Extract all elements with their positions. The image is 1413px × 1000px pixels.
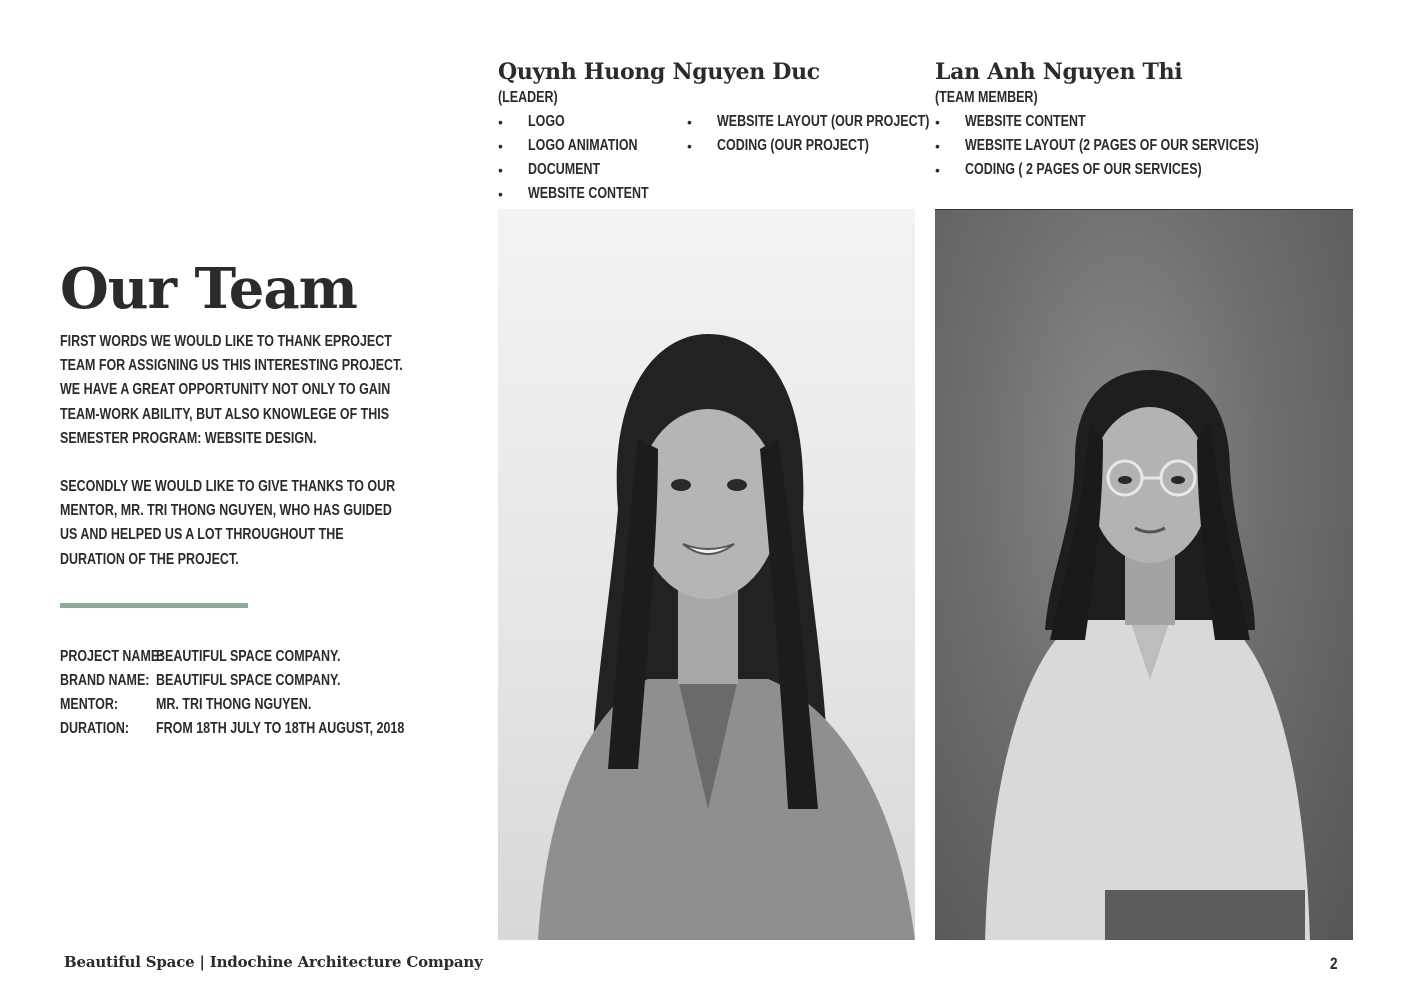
task-item — [935, 158, 1342, 182]
portrait-illustration — [935, 210, 1353, 940]
page-title: Our Team — [60, 256, 357, 322]
fact-label: BRAND NAME: — [60, 672, 150, 689]
fact-label: DURATION: — [60, 720, 130, 737]
task-item — [935, 134, 1342, 158]
accent-divider — [60, 603, 248, 608]
fact-value: BEAUTIFUL SPACE COMPANY. — [156, 672, 341, 689]
portrait-illustration — [498, 209, 915, 940]
bullet-icon: • — [687, 138, 692, 154]
task-item — [498, 110, 683, 134]
fact-value: BEAUTIFUL SPACE COMPANY. — [156, 648, 341, 665]
task-item — [935, 110, 1342, 134]
project-facts — [60, 645, 516, 741]
bullet-icon: • — [935, 138, 940, 154]
footer-brand: Beautiful Space | Indochine Architecture Company — [64, 953, 483, 971]
member-name: Quynh Huong Nguyen Duc — [498, 59, 820, 85]
member-1-portrait-photo — [498, 209, 915, 940]
bullet-icon: • — [498, 162, 503, 178]
task-label: WEBSITE CONTENT — [528, 185, 649, 202]
fact-label: PROJECT NAME: — [60, 648, 164, 665]
intro-paragraph-2: SECONDLY WE WOULD LIKE TO GIVE THANKS TO OUR MENTOR, MR. TRI THONG NGUYEN, WHO HAS GUIDED US AND HELPED US A LOT THROUGHOUT THE DURATION OF THE PROJECT. — [60, 478, 396, 568]
task-label: WEBSITE LAYOUT (OUR PROJECT) — [717, 113, 930, 130]
member-name: Lan Anh Nguyen Thi — [935, 59, 1183, 85]
task-label: WEBSITE LAYOUT (2 PAGES OF OUR SERVICES) — [965, 137, 1259, 154]
intro-paragraph-1: FIRST WORDS WE WOULD LIKE TO THANK EPROJECT TEAM FOR ASSIGNING US THIS INTERESTING PROJECT. WE HAVE A GREAT OPPORTUNITY NOT ONLY TO GAIN TEAM-WORK ABILITY, BUT ALSO KNOWLEGE OF THIS SEMESTER PROGRAM: WEBSITE DESIGN. — [60, 333, 403, 447]
fact-duration — [60, 717, 516, 741]
member-role: (LEADER) — [498, 89, 558, 106]
bullet-icon: • — [498, 114, 503, 130]
member-1-tasks-col1 — [498, 110, 683, 206]
member-card-leader — [498, 58, 820, 110]
bullet-icon: • — [687, 114, 692, 130]
fact-value: FROM 18TH JULY TO 18TH AUGUST, 2018 — [156, 720, 405, 737]
fact-value: MR. TRI THONG NGUYEN. — [156, 696, 312, 713]
task-label: LOGO ANIMATION — [528, 137, 638, 154]
task-label: DOCUMENT — [528, 161, 601, 178]
fact-brand-name — [60, 669, 516, 693]
fact-mentor — [60, 693, 516, 717]
fact-project-name — [60, 645, 516, 669]
fact-label: MENTOR: — [60, 696, 119, 713]
intro-text — [60, 330, 460, 596]
task-label: WEBSITE CONTENT — [965, 113, 1086, 130]
bullet-icon: • — [498, 186, 503, 202]
member-role: (TEAM MEMBER) — [935, 89, 1038, 106]
task-label: CODING ( 2 PAGES OF OUR SERVICES) — [965, 161, 1202, 178]
task-label: CODING (OUR PROJECT) — [717, 137, 869, 154]
task-item — [498, 182, 683, 206]
member-2-tasks — [935, 110, 1342, 182]
bullet-icon: • — [935, 114, 940, 130]
member-card-team-member — [935, 58, 1182, 110]
task-item — [498, 134, 683, 158]
task-label: LOGO — [528, 113, 565, 130]
task-item — [498, 158, 683, 182]
member-2-portrait-photo — [935, 209, 1353, 940]
page-number: 2 — [1330, 954, 1338, 973]
bullet-icon: • — [935, 162, 940, 178]
bullet-icon: • — [498, 138, 503, 154]
